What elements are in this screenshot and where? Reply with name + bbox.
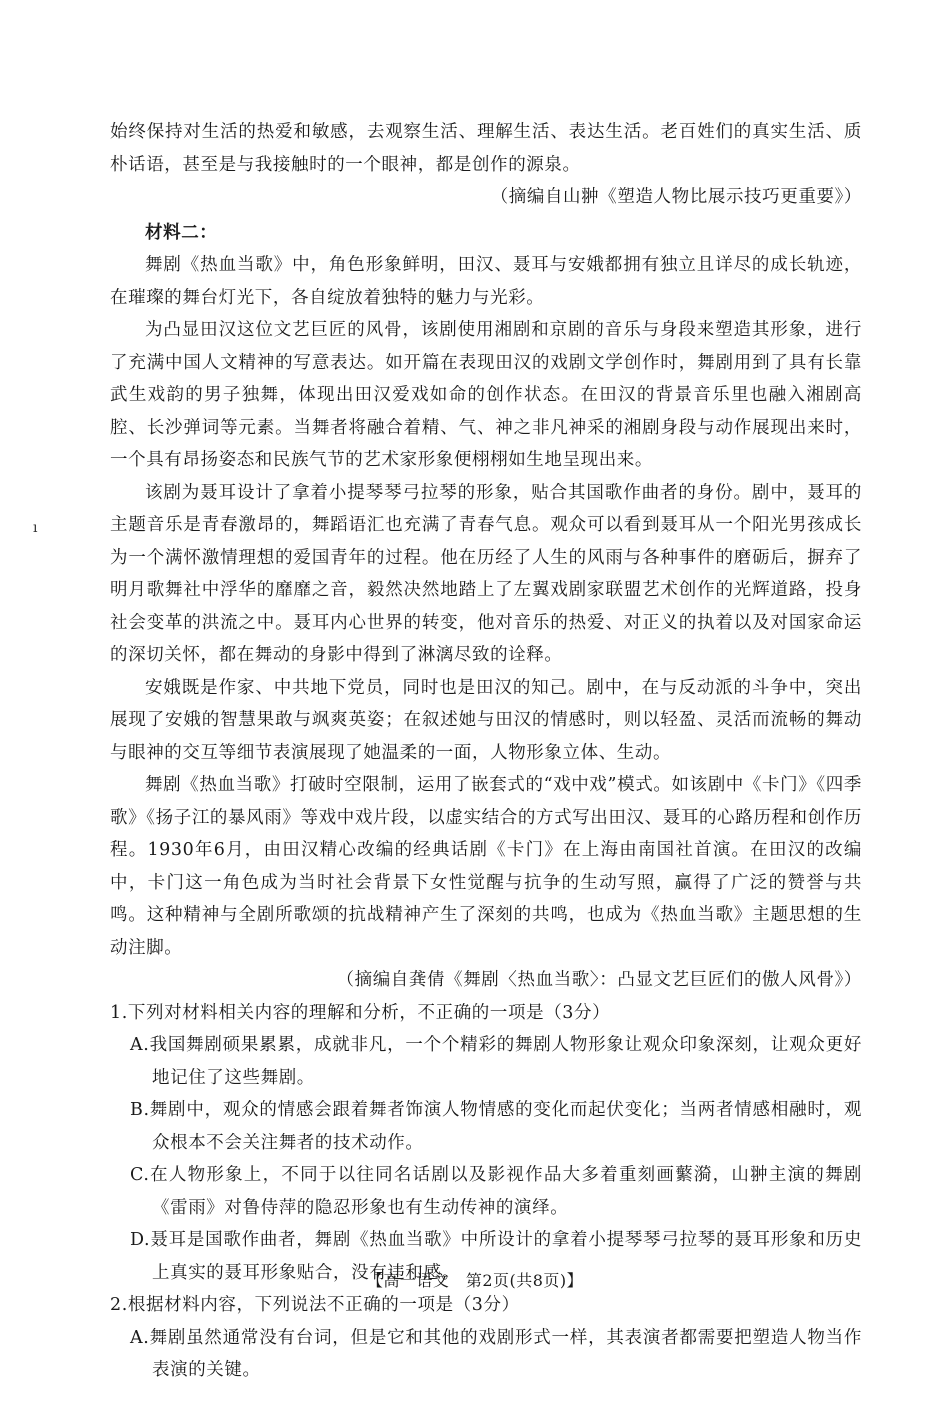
source-citation-2: （摘编自龚倩《舞剧〈热血当歌〉：凸显文艺巨匠们的傲人风骨》） bbox=[336, 970, 862, 990]
material-2-paragraph: 舞剧《热血当歌》中，角色形象鲜明，田汉、聂耳与安娥都拥有独立且详尽的成长轨迹，在璀璨的舞台灯光下，各自绽放着独特的魅力与光彩。 bbox=[110, 255, 862, 308]
material-2-paragraph: 该剧为聂耳设计了拿着小提琴琴弓拉琴的形象，贴合其国歌作曲者的身份。剧中，聂耳的主题音乐是青春激昂的，舞蹈语汇也充满了青春气息。观众可以看到聂耳从一个阳光男孩成长为一个满怀激情理想的爱国青年的过程。他在历经了人生的风雨与各种事件的磨砺后，摒弃了明月歌舞社中浮华的靡靡之音，毅然决然地踏上了左翼戏剧家联盟艺术创作的光辉道路，投身社会变革的洪流之中。聂耳内心世界的转变，他对音乐的热爱、对正义的执着以及对国家命运的深切关怀，都在舞动的身影中得到了淋漓尽致的诠释。 bbox=[110, 482, 862, 665]
question-1-option-c: C.在人物形象上，不同于以往同名话剧以及影视作品大多着重刻画蘩漪，山翀主演的舞剧《雷雨》对鲁侍萍的隐忍形象也有生动传神的演绎。 bbox=[130, 1165, 862, 1218]
intro-paragraph: 始终保持对生活的热爱和敏感，去观察生活、理解生活、表达生活。老百姓们的真实生活、质朴话语，甚至是与我接触时的一个眼神，都是创作的源泉。 bbox=[110, 122, 862, 175]
question-1-option-a: A.我国舞剧硕果累累，成就非凡，一个个精彩的舞剧人物形象让观众印象深刻，让观众更好地记住了这些舞剧。 bbox=[130, 1035, 862, 1088]
question-1-option-b: B.舞剧中，观众的情感会跟着舞者饰演人物情感的变化而起伏变化；当两者情感相融时，观众根本不会关注舞者的技术动作。 bbox=[130, 1100, 862, 1153]
question-2-stem: 2.根据材料内容，下列说法不正确的一项是（3分） bbox=[110, 1295, 520, 1315]
material-2-paragraph: 为凸显田汉这位文艺巨匠的风骨，该剧使用湘剧和京剧的音乐与身段来塑造其形象，进行了充满中国人文精神的写意表达。如开篇在表现田汉的戏剧文学创作时，舞剧用到了具有长靠武生戏韵的男子独舞，体现出田汉爱戏如命的创作状态。在田汉的背景音乐里也融入湘剧高腔、长沙弹词等元素。当舞者将融合着精、气、神之非凡神采的湘剧身段与动作展现出来时，一个具有昂扬姿态和民族气节的艺术家形象便栩栩如生地呈现出来。 bbox=[110, 320, 862, 470]
question-1-stem: 1.下列对材料相关内容的理解和分析，不正确的一项是（3分） bbox=[110, 1002, 611, 1023]
material-2-paragraph: 安娥既是作家、中共地下党员，同时也是田汉的知己。剧中，在与反动派的斗争中，突出展现了安娥的智慧果敢与飒爽英姿；在叙述她与田汉的情感时，则以轻盈、灵活而流畅的舞动与眼神的交互等细节表演展现了她温柔的一面，人物形象立体、生动。 bbox=[110, 677, 862, 763]
material-2-paragraph: 舞剧《热血当歌》打破时空限制，运用了嵌套式的“戏中戏”模式。如该剧中《卡门》《四季歌》《扬子江的暴风雨》等戏中戏片段，以虚实结合的方式写出田汉、聂耳的心路历程和创作历程。1930年6月，由田汉精心改编的经典话剧《卡门》在上海由南国社首演。在田汉的改编中，卡门这一角色成为当时社会背景下女性觉醒与抗争的生动写照，赢得了广泛的赞誉与共鸣。这种精神与全剧所歌颂的抗战精神产生了深刻的共鸣，也成为《热血当歌》主题思想的生动注脚。 bbox=[110, 775, 862, 958]
stray-mark: ı bbox=[33, 520, 38, 536]
question-2-option-a: A.舞剧虽然通常没有台词，但是它和其他的戏剧形式一样，其表演者都需要把塑造人物当作表演的关键。 bbox=[130, 1327, 862, 1380]
source-citation-1: （摘编自山翀《塑造人物比展示技巧更重要》） bbox=[490, 187, 862, 207]
page-footer: 【高一语文 第2页(共8页)】 bbox=[366, 1271, 584, 1290]
material-2-heading: 材料二： bbox=[145, 222, 218, 243]
document-page bbox=[110, 116, 862, 1387]
question-1-option-d: D.聂耳是国歌作曲者，舞剧《热血当歌》中所设计的拿着小提琴琴弓拉琴的聂耳形象和历史上真实的聂耳形象贴合，没有违和感。 bbox=[130, 1230, 862, 1283]
